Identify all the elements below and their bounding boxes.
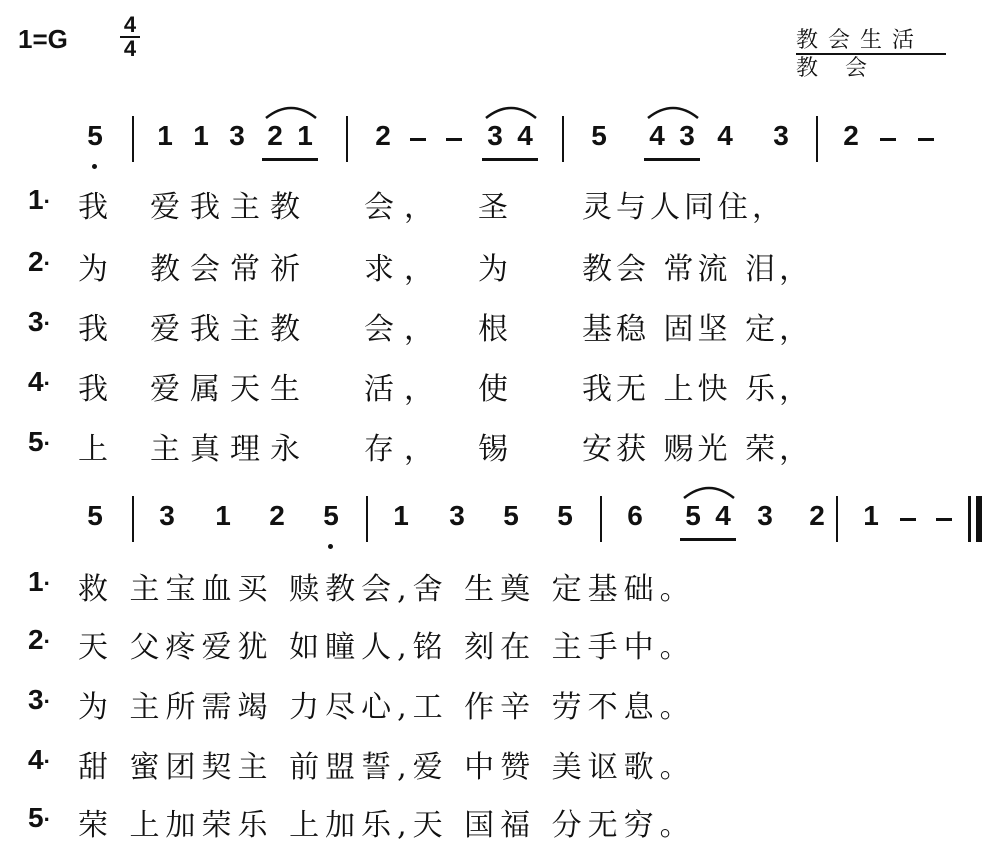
lyric-segment: 甜 蜜团契主 前盟誓,爱 中赞 美讴歌。 — [78, 750, 696, 785]
dash — [918, 138, 934, 141]
verse-number: 3· — [28, 684, 51, 715]
lyric-segment: 救 主宝血买 赎教会,舍 生奠 定基础。 — [78, 572, 696, 607]
final-bar-thin — [968, 496, 971, 542]
bar-line — [600, 496, 602, 542]
verse-number: 2· — [28, 246, 51, 277]
lyric-segment: 活， — [364, 372, 444, 407]
dash — [446, 138, 462, 141]
note: 2 — [267, 120, 283, 151]
dash — [936, 518, 952, 521]
verse-number: 4· — [28, 366, 51, 397]
bar-line — [366, 496, 368, 542]
credits — [796, 28, 946, 82]
slur — [644, 102, 702, 120]
lyric-segment: 荣 上加荣乐 上加乐,天 国福 分无穷。 — [78, 808, 696, 843]
note: 5 — [591, 120, 607, 151]
lyric-segment: 爱我主教 — [150, 312, 310, 347]
verse-number: 1· — [28, 566, 51, 597]
note: 2 — [269, 500, 285, 531]
lyric-segment: 天 父疼爱犹 如瞳人,铭 刻在 主手中。 — [78, 630, 696, 665]
note: 3 — [487, 120, 503, 151]
note: 3 — [159, 500, 175, 531]
note: 4 — [517, 120, 533, 151]
bar-line — [346, 116, 348, 162]
lyric-segment: 为 主所需竭 力尽心,工 作辛 劳不息。 — [78, 690, 696, 725]
lyric-segment: 存， — [364, 432, 444, 467]
note: 5 — [503, 500, 519, 531]
note: 3 — [229, 120, 245, 151]
lyric-segment: 锡 — [478, 432, 518, 467]
eighth-underline — [644, 158, 700, 161]
note: 4 — [649, 120, 665, 151]
bar-line — [132, 116, 134, 162]
verse-number: 3· — [28, 306, 51, 337]
bar-line — [562, 116, 564, 162]
slur — [262, 102, 320, 120]
note: 3 — [679, 120, 695, 151]
lyric-segment: 基稳 固坚 定， — [582, 312, 814, 347]
lyric-segment: 使 — [478, 372, 518, 407]
verse-number: 4· — [28, 744, 51, 775]
note: 5 — [87, 500, 103, 531]
slur — [482, 102, 540, 120]
eighth-underline — [262, 158, 318, 161]
note: 3 — [773, 120, 789, 151]
note: 1 — [297, 120, 313, 151]
dash — [880, 138, 896, 141]
bar-line — [816, 116, 818, 162]
lyric-segment: 教会常祈 — [150, 252, 310, 287]
lyric-segment: 我 — [78, 312, 118, 347]
note: 1 — [193, 120, 209, 151]
lyric-segment: 我 — [78, 190, 118, 225]
time-signature-top: 4 — [123, 12, 137, 37]
note: 4 — [715, 500, 731, 531]
bar-line — [836, 496, 838, 542]
note: 2 — [843, 120, 859, 151]
lyric-segment: 安获 赐光 荣， — [582, 432, 814, 467]
lyric-segment: 会， — [364, 190, 444, 225]
note: 1 — [215, 500, 231, 531]
lyricist: 教会生活 — [796, 28, 925, 53]
lyric-segment: 教会 常流 泪， — [582, 252, 814, 287]
note: 2 — [375, 120, 391, 151]
lyric-segment: 求， — [364, 252, 444, 287]
eighth-underline — [482, 158, 538, 161]
note: 1 — [157, 120, 173, 151]
verse-number: 5· — [28, 426, 51, 457]
lyric-segment: 灵与人同住， — [582, 190, 786, 225]
key-signature: 1=G — [18, 24, 68, 54]
slur — [680, 482, 738, 500]
lyric-segment: 会， — [364, 312, 444, 347]
lyric-segment: 爱属天生 — [150, 372, 310, 407]
lyric-segment: 根 — [478, 312, 518, 347]
verse-number: 2· — [28, 624, 51, 655]
lower-octave-dot — [328, 544, 333, 549]
note: 5 — [557, 500, 573, 531]
lyric-segment: 为 — [478, 252, 518, 287]
note: 1 — [393, 500, 409, 531]
lyric-segment: 为 — [78, 252, 118, 287]
verse-number: 5· — [28, 802, 51, 833]
lyric-segment: 我无 上快 乐， — [582, 372, 814, 407]
note: 3 — [449, 500, 465, 531]
lyric-segment: 主真理永 — [150, 432, 310, 467]
note: 5 — [87, 120, 103, 151]
composer: 教 会 — [796, 56, 877, 81]
dash — [900, 518, 916, 521]
lyric-segment: 我 — [78, 372, 118, 407]
lyric-segment: 上 — [78, 432, 118, 467]
time-signature — [118, 14, 142, 60]
notation-line-2 — [0, 500, 994, 560]
lyric-segment: 圣 — [478, 190, 518, 225]
note: 3 — [757, 500, 773, 531]
dash — [410, 138, 426, 141]
notation-line-1 — [0, 120, 994, 180]
lyric-segment: 爱我主教 — [150, 190, 310, 225]
note: 5 — [323, 500, 339, 531]
note: 4 — [717, 120, 733, 151]
note: 6 — [627, 500, 643, 531]
lower-octave-dot — [92, 164, 97, 169]
final-bar-thick — [976, 496, 982, 542]
note: 1 — [863, 500, 879, 531]
note: 5 — [685, 500, 701, 531]
note: 2 — [809, 500, 825, 531]
time-signature-bottom: 4 — [123, 36, 137, 61]
bar-line — [132, 496, 134, 542]
verse-number: 1· — [28, 184, 51, 215]
eighth-underline — [680, 538, 736, 541]
